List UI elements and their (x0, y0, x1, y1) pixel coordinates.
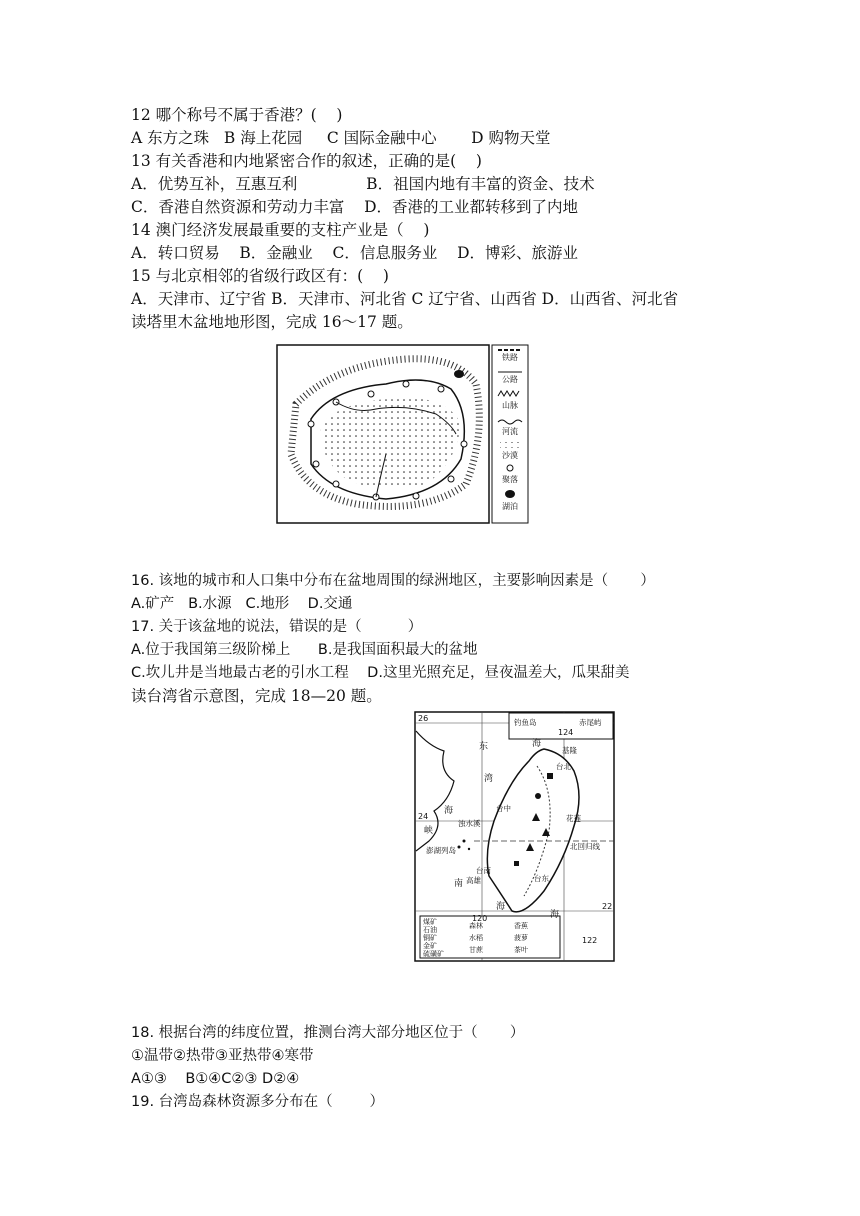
legend-oil: 石油 (423, 926, 437, 934)
legend-rice: 水稻 (469, 934, 483, 942)
legend-railway: 铁路 (502, 353, 518, 362)
legend-settlement: 聚落 (502, 475, 518, 484)
legend-desert: 沙漠 (502, 451, 518, 460)
lat-26: 26 (418, 714, 429, 723)
legend-river: 河流 (502, 427, 518, 436)
sea-label-sea-1: 海 (532, 739, 542, 749)
place-diaoyu: 钓鱼岛 (514, 718, 537, 727)
tarim-map-svg (276, 344, 530, 525)
place-kaohsiung: 高雄 (466, 876, 481, 885)
question-13: 13 有关香港和内地紧密合作的叙述，正确的是( ) (131, 152, 482, 170)
sea-label-east: 东 (479, 742, 489, 752)
question-12-options: A 东方之珠 B 海上花园 C 国际金融中心 D 购物天堂 (131, 129, 551, 147)
place-penghu: 澎湖列岛 (426, 846, 456, 855)
question-18-options: A①③ B①④C②③ D②④ (131, 1071, 300, 1087)
place-taitung: 台东 (534, 874, 549, 883)
lat-24: 24 (418, 812, 429, 821)
legend-road: 公路 (502, 375, 518, 384)
question-15: 15 与北京相邻的省级行政区有：( ) (131, 267, 389, 285)
sea-label-strait: 峡 (424, 826, 434, 836)
question-17-options-ab: A.位于我国第三级阶梯上 B.是我国面积最大的盆地 (131, 642, 478, 658)
place-taichung: 台中 (496, 804, 511, 813)
place-zhuoshui: 浊水溪 (458, 819, 481, 828)
sea-label-sea-2: 海 (444, 806, 454, 816)
question-16-options: A.矿产 B.水源 C.地形 D.交通 (131, 596, 353, 612)
question-15-options: A．天津市、辽宁省 B．天津市、河北省 C 辽宁省、山西省 D．山西省、河北省 (131, 290, 679, 308)
question-17-options-cd: C.坎儿井是当地最古老的引水工程 D.这里光照充足，昼夜温差大，瓜果甜美 (131, 665, 630, 681)
intro-18-20: 读台湾省示意图，完成 18—20 题。 (131, 687, 382, 705)
sea-label-sea-4: 海 (550, 910, 560, 920)
legend-sugarcane: 甘蔗 (469, 946, 483, 954)
legend-gold: 金矿 (423, 942, 437, 950)
place-chiwei: 赤尾屿 (579, 718, 602, 727)
question-14-options: A．转口贸易 B．金融业 C．信息服务业 D．博彩、旅游业 (131, 244, 578, 262)
legend-copper: 铜矿 (423, 934, 437, 942)
legend-coal: 煤矿 (423, 918, 437, 926)
place-taipei: 台北 (556, 762, 571, 771)
taiwan-map-svg (414, 711, 615, 962)
place-hualien: 花莲 (566, 814, 581, 823)
question-16: 16. 该地的城市和人口集中分布在盆地周围的绿洲地区，主要影响因素是（ ） (131, 573, 655, 589)
lake (454, 370, 464, 378)
question-14: 14 澳门经济发展最重要的支柱产业是（ ) (131, 221, 430, 239)
question-19: 19. 台湾岛森林资源多分布在（ ） (131, 1094, 385, 1110)
question-12: 12 哪个称号不属于香港？( ) (131, 106, 343, 124)
intro-16-17: 读塔里木盆地地形图，完成 16～17 题。 (131, 313, 413, 331)
lat-22: 22 (602, 902, 613, 911)
legend-banana: 香蕉 (514, 922, 528, 930)
sea-label-bay: 湾 (484, 774, 494, 784)
lon-124: 124 (558, 728, 574, 737)
legend-mountain: 山脉 (502, 401, 518, 410)
lon-120: 120 (472, 914, 488, 923)
lon-122: 122 (582, 936, 598, 945)
place-tropic: 北回归线 (570, 842, 600, 851)
legend-forest: 森林 (469, 922, 483, 930)
question-13-options-ab: A．优势互补，互惠互利 B．祖国内地有丰富的资金、技术 (131, 175, 595, 193)
sea-label-south: 南 (454, 879, 464, 889)
place-keelung: 基隆 (562, 746, 577, 755)
taiwan-map (414, 711, 615, 962)
legend-tea: 茶叶 (514, 946, 528, 954)
question-13-options-cd: C．香港自然资源和劳动力丰富 D．香港的工业都转移到了内地 (131, 198, 578, 216)
place-tainan: 台南 (476, 866, 491, 875)
legend-pineapple: 菠萝 (514, 934, 528, 942)
question-18: 18. 根据台湾的纬度位置，推测台湾大部分地区位于（ ） (131, 1025, 525, 1041)
question-18-items: ①温带②热带③亚热带④寒带 (131, 1048, 314, 1064)
legend-sulfur: 硫磺矿 (423, 950, 444, 958)
legend-lake: 湖泊 (502, 502, 518, 511)
tarim-basin-map (276, 344, 530, 525)
sea-label-sea-3: 海 (496, 902, 506, 912)
question-17: 17. 关于该盆地的说法，错误的是（ ） (131, 619, 423, 635)
